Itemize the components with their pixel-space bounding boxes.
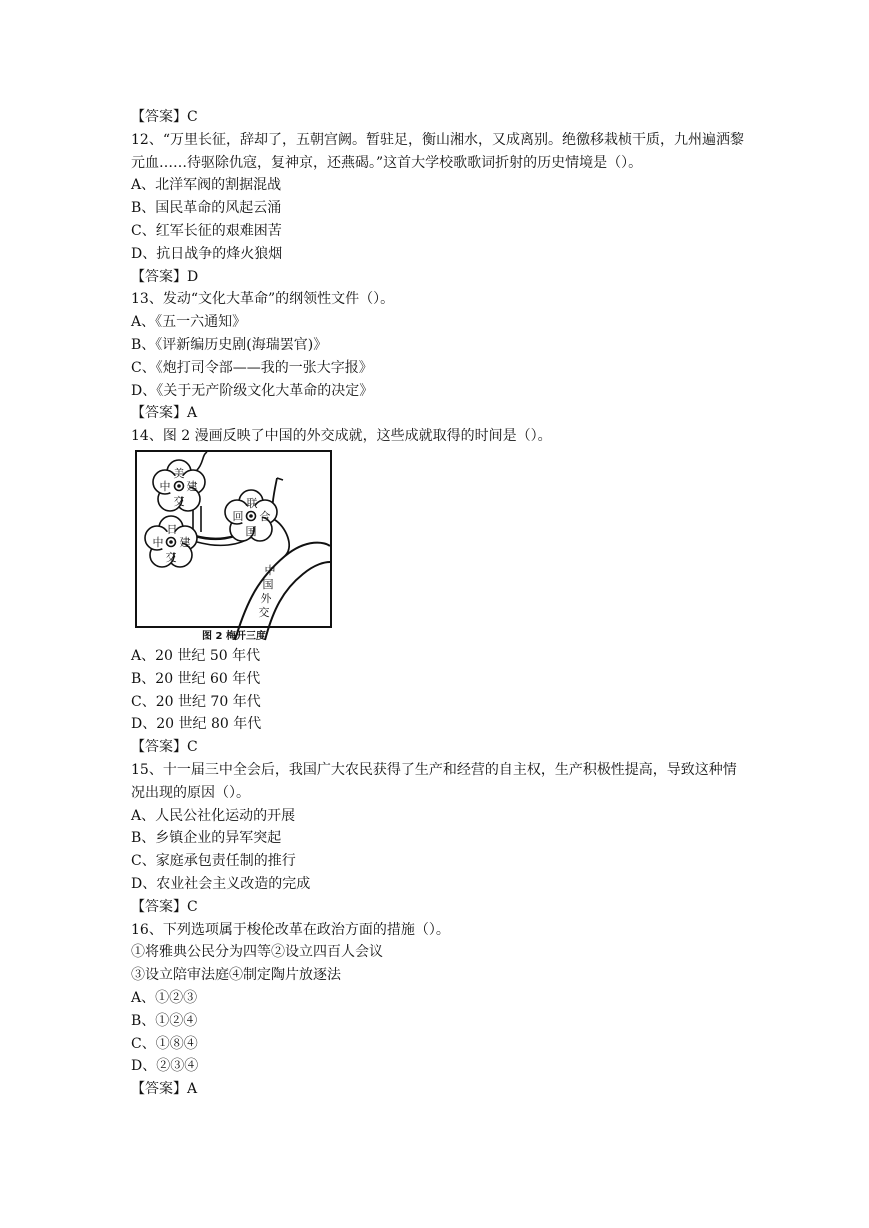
trunk-label-4: 交 xyxy=(258,605,270,619)
cartoon-figure-plum-blossoms xyxy=(135,450,333,642)
flower-3-label-top: 日 xyxy=(166,522,178,536)
flower-1-label-left: 中 xyxy=(159,479,171,493)
flower-2-label-right: 合 xyxy=(259,509,271,523)
answer: 【答案】D xyxy=(131,268,199,285)
option-d: D、②③④ xyxy=(131,1058,199,1075)
option-b: B、乡镇企业的异军突起 xyxy=(131,830,282,847)
answer-q11: 【答案】C xyxy=(131,109,198,125)
question-12 xyxy=(131,129,746,289)
option-a: A、北洋军阀的割据混战 xyxy=(131,177,282,194)
flower-3-label-right: 建 xyxy=(179,535,191,549)
option-c: C、《炮打司令部——我的一张大字报》 xyxy=(131,359,373,376)
trunk-label-2: 国 xyxy=(262,577,274,591)
flower-2-label-bottom: 国 xyxy=(245,524,257,538)
option-b: B、《评新编历史剧(海瑞罢官)》 xyxy=(131,336,328,353)
option-a: A、《五一六通知》 xyxy=(131,314,247,331)
figure-caption: 图 2 梅开三度 xyxy=(202,630,266,642)
option-d: D、20 世纪 80 年代 xyxy=(131,716,262,733)
option-c: C、家庭承包责任制的推行 xyxy=(131,853,296,870)
option-a: A、①②③ xyxy=(131,989,198,1006)
question-13 xyxy=(131,288,746,425)
question-16 xyxy=(131,919,746,1101)
answer: 【答案】A xyxy=(131,1081,198,1098)
flower-3-label-left: 中 xyxy=(152,535,164,549)
option-d: D、抗日战争的烽火狼烟 xyxy=(131,245,283,262)
answer: 【答案】C xyxy=(131,739,198,756)
option-a: A、20 世纪 50 年代 xyxy=(131,647,261,664)
question-stem: 16、下列选项属于梭伦改革在政治方面的措施（）。 xyxy=(131,921,450,938)
option-b: B、20 世纪 60 年代 xyxy=(131,670,261,687)
question-list xyxy=(131,106,746,1101)
answer: 【答案】C xyxy=(131,898,198,915)
question-stem: 13、发动“文化大革命”的纲领性文件（）。 xyxy=(131,291,395,308)
question-14 xyxy=(131,425,746,759)
option-c: C、20 世纪 70 年代 xyxy=(131,693,261,710)
question-stem: 14、图 2 漫画反映了中国的外交成就，这些成就取得的时间是（）。 xyxy=(131,428,552,445)
flower-1-label-top: 美 xyxy=(173,466,185,480)
statement-items-1: ①将雅典公民分为四等②设立四百人会议 xyxy=(131,944,383,961)
cartoon-illustration xyxy=(135,450,333,642)
option-c: C、①⑧④ xyxy=(131,1035,198,1052)
flower-1-label-bottom: 交 xyxy=(173,494,185,508)
flower-2-label-left: 回 xyxy=(232,509,244,523)
question-15 xyxy=(131,759,746,919)
question-stem: 12、“万里长征，辞却了，五朝宫阙。暂驻足，衡山湘水，又成离别。绝徼移栽桢干质，九州遍洒黎元血……待驱除仇寇，复神京，还燕碣。”这首大学校歌歌词折射的历史情境是（）。 xyxy=(131,131,744,171)
answer: 【答案】A xyxy=(131,405,198,422)
option-d: D、《关于无产阶级文化大革命的决定》 xyxy=(131,382,374,399)
option-b: B、国民革命的风起云涌 xyxy=(131,200,282,217)
statement-items-2: ③设立陪审法庭④制定陶片放逐法 xyxy=(131,967,341,984)
option-d: D、农业社会主义改造的完成 xyxy=(131,875,311,892)
trunk-label-1: 中 xyxy=(264,563,276,577)
question-stem: 15、十一届三中全会后，我国广大农民获得了生产和经营的自主权，生产积极性提高，导致这种情况出现的原因（）。 xyxy=(131,761,737,801)
option-a: A、人民公社化运动的开展 xyxy=(131,807,296,824)
trunk-label-3: 外 xyxy=(260,591,272,605)
flower-1-label-right: 建 xyxy=(186,479,198,493)
option-b: B、①②④ xyxy=(131,1012,198,1029)
option-c: C、红军长征的艰难困苦 xyxy=(131,222,282,239)
flower-2-label-top: 联 xyxy=(246,496,258,510)
flower-3-label-bottom: 交 xyxy=(165,550,177,564)
